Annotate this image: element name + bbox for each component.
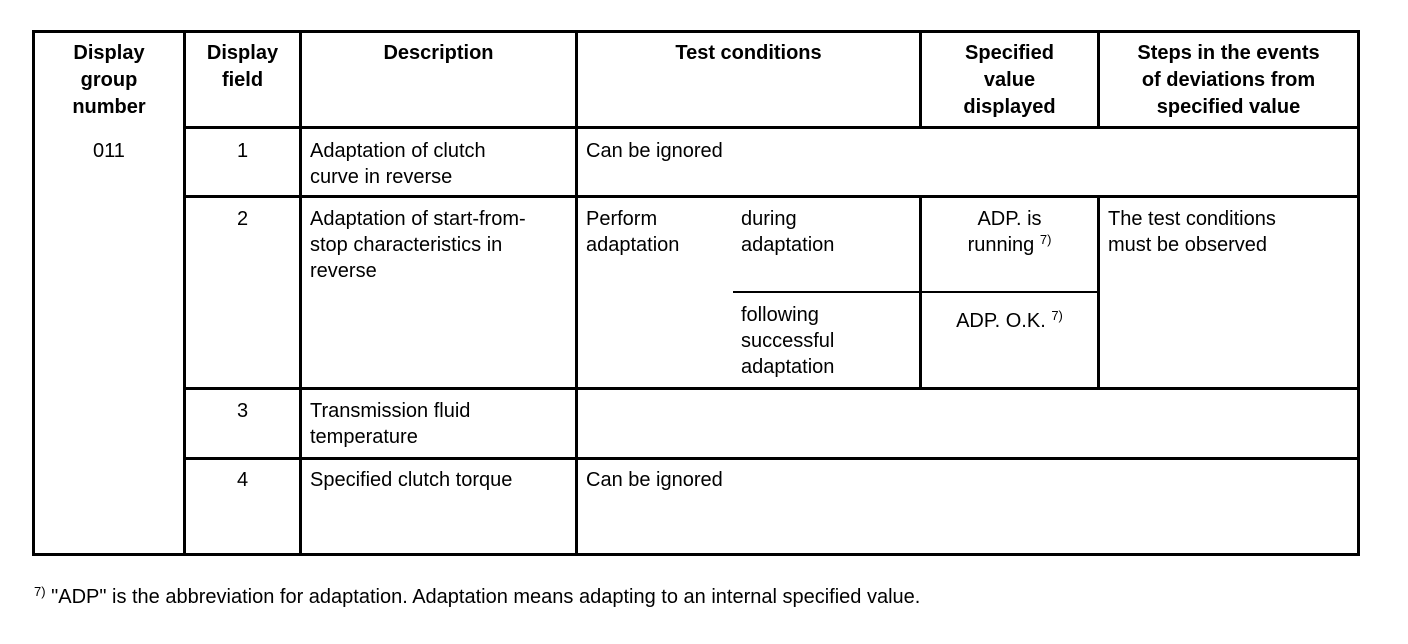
row3-description: Transmission fluid temperature [310, 400, 471, 448]
header-specified-value: Specified value displayed [963, 42, 1056, 118]
row4-field: 4 [236, 469, 249, 491]
header-description: Description [383, 42, 494, 64]
row4-description: Specified clutch torque [310, 469, 513, 491]
col-divider-description [575, 30, 578, 556]
row-divider-1 [184, 195, 1360, 198]
row-divider-2-sub [733, 291, 1099, 293]
footnote-marker: 7) [34, 584, 46, 599]
table-border-right [1357, 30, 1360, 556]
footnote-text: "ADP" is the abbreviation for adaptation. Adaptation means adapting to an internal specified value. [51, 586, 921, 608]
footnote-ref: 7) [1051, 308, 1063, 323]
row2-sub2-value-text: ADP. O.K. [956, 310, 1046, 332]
header-display-field: Display field [206, 42, 279, 91]
row2-field: 2 [236, 208, 249, 230]
row2-sub1-condition: during adaptation [741, 208, 835, 256]
header-steps: Steps in the events of deviations from specified value [1137, 42, 1320, 118]
row2-sub2-condition: following successful adaptation [741, 304, 835, 378]
row2-sub1-value [922, 206, 1097, 258]
row1-field: 1 [236, 140, 249, 162]
row3-field: 3 [236, 400, 249, 422]
row1-description: Adaptation of clutch curve in reverse [310, 140, 486, 188]
header-display-group: Display group number [72, 42, 146, 118]
table-border-bottom [32, 553, 1360, 556]
row-divider-3 [184, 457, 1360, 460]
header-divider [184, 126, 1360, 129]
table-border-top [32, 30, 1360, 33]
header-test-conditions: Test conditions [675, 42, 822, 64]
row2-description: Adaptation of start-from- stop characteristics in reverse [310, 208, 526, 282]
footnote [34, 584, 920, 610]
group-number: 011 [93, 140, 125, 162]
row2-steps: The test conditions must be observed [1108, 208, 1276, 256]
row2-sub2-value [922, 308, 1097, 334]
row4-conditions: Can be ignored [586, 469, 723, 491]
row-divider-2 [184, 387, 1360, 390]
row1-conditions: Can be ignored [586, 140, 723, 162]
row2-sub1-value-text: ADP. is running [967, 208, 1042, 256]
footnote-ref: 7) [1039, 232, 1052, 247]
row2-condition-main: Perform adaptation [586, 208, 680, 256]
col-divider-field [299, 30, 302, 556]
